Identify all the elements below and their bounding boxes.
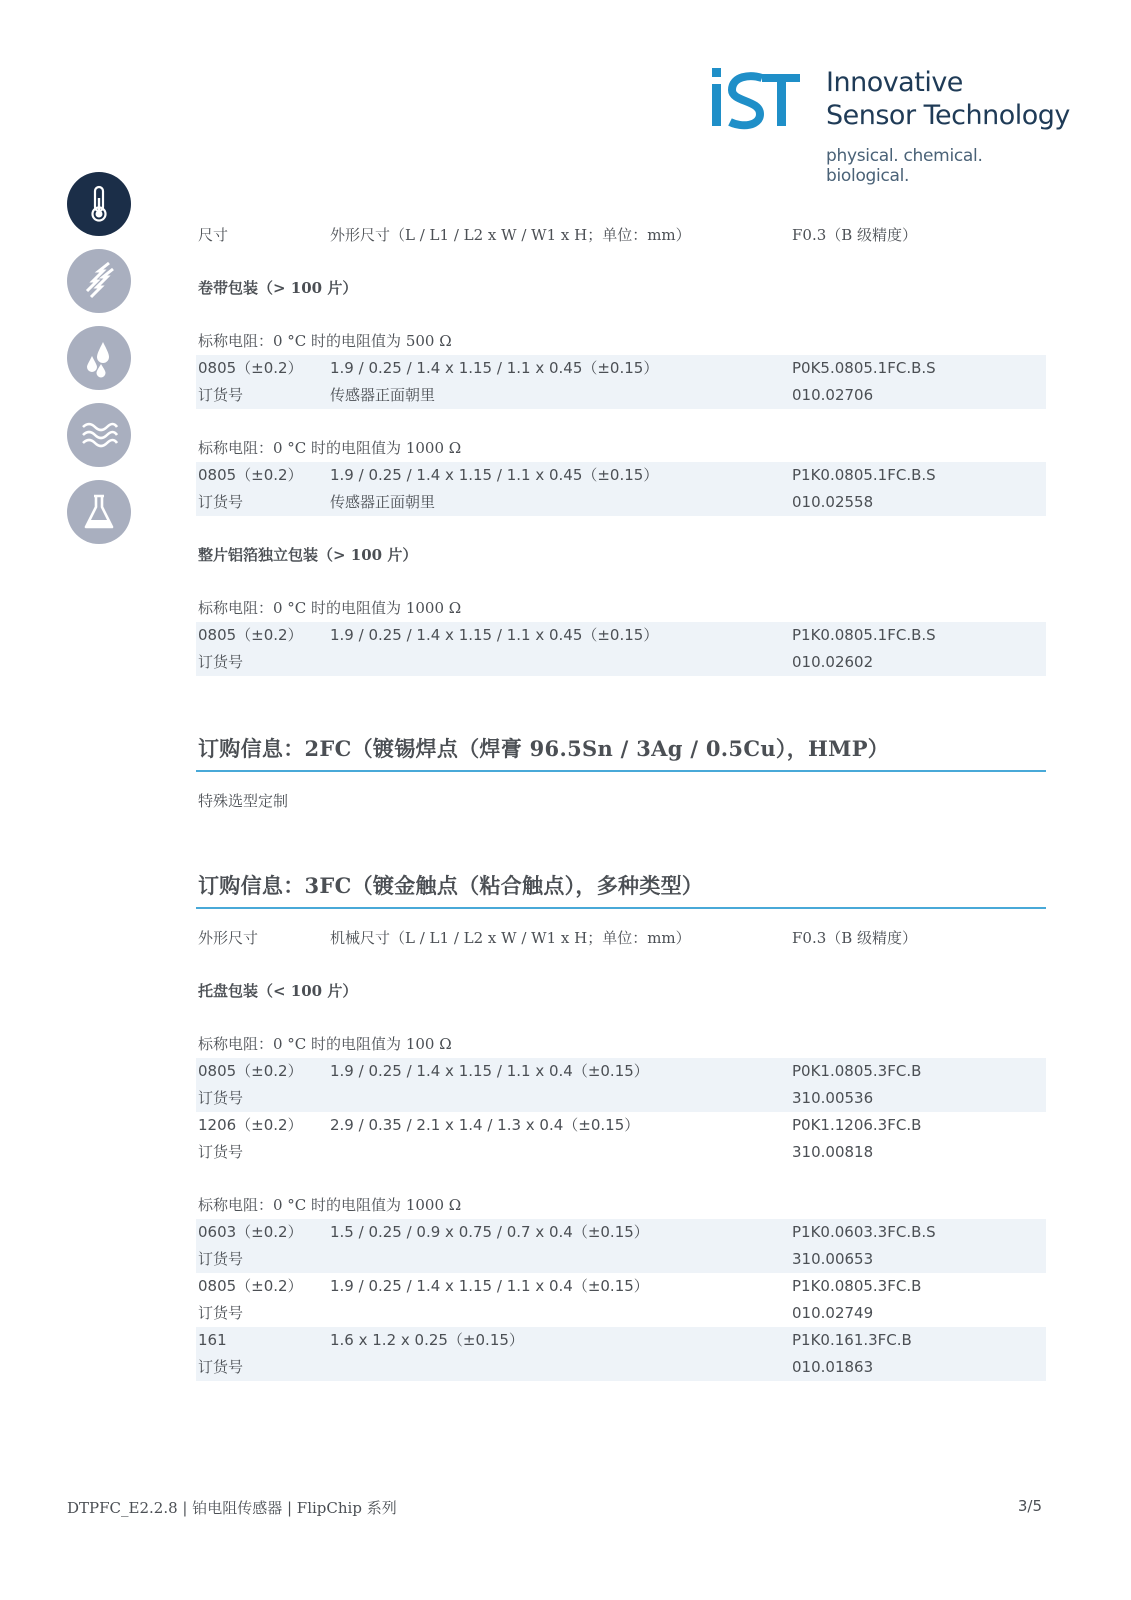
resistance-group-label: 标称电阻：0 °C 时的电阻值为 100 Ω (198, 1035, 452, 1053)
thermometer-icon[interactable] (67, 172, 131, 236)
table-row: 0805（±0.2） 1.9 / 0.25 / 1.4 x 1.15 / 1.1 x 0.45（±0.15） P0K5.0805.1FC.B.S (196, 355, 1046, 382)
company-tagline: physical. chemical. biological. (826, 146, 983, 186)
company-name: Innovative Sensor Technology (826, 67, 1070, 131)
outline-dimension-label: 外形尺寸（L / L1 / L2 x W / W1 x H；单位：mm） (330, 226, 691, 244)
table-row: 订货号 传感器正面朝里 010.02558 (196, 489, 1046, 516)
document-body (196, 222, 1046, 1381)
table-row: 订货号 310.00818 (198, 1143, 874, 1161)
mechanical-dimension-label: 机械尺寸（L / L1 / L2 x W / W1 x H；单位：mm） (330, 929, 691, 947)
company-logo (710, 64, 1070, 186)
page-number: 3/5 (1017, 1497, 1042, 1515)
dimension-header-row (196, 222, 1046, 249)
packaging-heading: 整片铝箔独立包装（> 100 片） (198, 546, 418, 564)
tolerance-class-label: F0.3（B 级精度） (792, 226, 918, 244)
resistance-group-label: 标称电阻：0 °C 时的电阻值为 1000 Ω (198, 599, 462, 617)
table-row: 订货号 310.00536 (196, 1085, 1046, 1112)
waves-icon[interactable] (67, 403, 131, 467)
packaging-heading: 托盘包装（< 100 片） (198, 982, 358, 1000)
table-row: 0805（±0.2） 1.9 / 0.25 / 1.4 x 1.15 / 1.1 x 0.45（±0.15） P1K0.0805.1FC.B.S (196, 462, 1046, 489)
category-icon-column (67, 172, 133, 557)
table-row: 订货号 010.01863 (196, 1354, 1046, 1381)
humidity-drops-icon[interactable] (67, 326, 131, 390)
ist-logo-mark (710, 66, 802, 134)
table-row: 订货号 310.00653 (196, 1246, 1046, 1273)
flask-icon[interactable] (67, 480, 131, 544)
table-row: 1206（±0.2） 2.9 / 0.35 / 2.1 x 1.4 / 1.3 x 0.4（±0.15） P0K1.1206.3FC.B (198, 1116, 922, 1134)
table-row: 订货号 010.02749 (198, 1304, 874, 1322)
table-row: 订货号 010.02602 (196, 649, 1046, 676)
flow-icon[interactable] (67, 249, 131, 313)
custom-option-note: 特殊选型定制 (198, 792, 289, 810)
table-row: 0603（±0.2） 1.5 / 0.25 / 0.9 x 0.75 / 0.7 x 0.4（±0.15） P1K0.0603.3FC.B.S (196, 1219, 1046, 1246)
footer-document-id: DTPFC_E2.2.8 | 铂电阻传感器 | FlipChip 系列 (67, 1499, 397, 1517)
table-row: 0805（±0.2） 1.9 / 0.25 / 1.4 x 1.15 / 1.1 x 0.4（±0.15） P1K0.0805.3FC.B (198, 1277, 922, 1295)
table-row: 订货号 传感器正面朝里 010.02706 (196, 382, 1046, 409)
size-label: 尺寸 (198, 226, 229, 244)
tolerance-class-label: F0.3（B 级精度） (792, 929, 918, 947)
table-row: 0805（±0.2） 1.9 / 0.25 / 1.4 x 1.15 / 1.1 x 0.45（±0.15） P1K0.0805.1FC.B.S (196, 622, 1046, 649)
outline-label: 外形尺寸 (198, 929, 259, 947)
resistance-group-label: 标称电阻：0 °C 时的电阻值为 1000 Ω (198, 439, 462, 457)
section-title-2fc: 订购信息：2FC（镀锡焊点（焊膏 96.5Sn / 3Ag / 0.5Cu），HMP） (196, 724, 1046, 772)
table-row: 161 1.6 x 1.2 x 0.25（±0.15） P1K0.161.3FC.B (196, 1327, 1046, 1354)
resistance-group-label: 标称电阻：0 °C 时的电阻值为 1000 Ω (198, 1196, 462, 1214)
packaging-heading: 卷带包装（> 100 片） (198, 279, 358, 297)
table-row: 0805（±0.2） 1.9 / 0.25 / 1.4 x 1.15 / 1.1 x 0.4（±0.15） P0K1.0805.3FC.B (196, 1058, 1046, 1085)
dimension-header-row (196, 925, 1046, 952)
resistance-group-label: 标称电阻：0 °C 时的电阻值为 500 Ω (198, 332, 452, 350)
section-title-3fc: 订购信息：3FC（镀金触点（粘合触点），多种类型） (196, 861, 1046, 909)
